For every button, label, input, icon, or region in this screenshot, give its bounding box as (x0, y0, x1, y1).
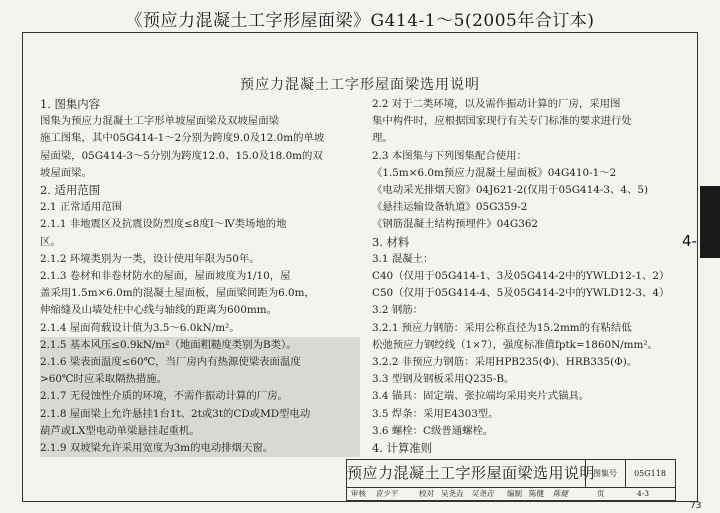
text-line: 《1.5m×6.0m预应力混凝土屋面板》04G410-1～2 (372, 166, 617, 179)
right-column (372, 96, 692, 457)
page-number: 73 (690, 501, 702, 511)
text-line: 2.3 本图集与下列图集配合使用： (372, 149, 527, 162)
text-line: 区。 (40, 235, 61, 248)
text-line: 2.1.6 梁表面温度≤60℃，当厂房内有热源使梁表面温度 (40, 354, 360, 371)
title-block-main: 预应力混凝土工字形屋面梁选用说明 (347, 460, 586, 487)
page-header: 《预应力混凝土工字形屋面梁》G414-1～5(2005年合订本) (125, 11, 595, 31)
text-line: 2.2 对于二类环境，以及需作振动计算的厂房，采用图 (372, 98, 621, 110)
text-line: 3.1 混凝土： (372, 252, 434, 265)
text-line: 2.1.9 双坡梁允许采用宽度为3m的电动排烟天窗。 (40, 440, 360, 457)
atlas-label: 图集号 (585, 460, 626, 487)
text-line: 图集为预应力混凝土工字形单坡屋面梁及双坡屋面梁 (40, 115, 279, 128)
text-line: 理。 (372, 132, 393, 145)
text-line: 《悬挂运输设备轨道》05G359-2 (372, 201, 528, 214)
text-line: 2.1.3 卷材和非卷材防水的屋面，屋面坡度为1/10，屋 (40, 270, 291, 283)
check-signature: 吴尧垚 (471, 489, 494, 498)
text-line: 3.2.1 预应力钢筋：采用公称直径为15.2mm的有粘结低 (372, 321, 632, 334)
text-line: 盖采用1.5m×6.0m的混凝土屋面板，屋面梁间距为6.0m， (40, 287, 315, 300)
text-line: 3.6 螺栓：C级普通螺栓。 (372, 424, 494, 437)
text-line: 2.1.1 非地震区及抗震设防烈度≤8度Ⅰ～Ⅳ类场地的地 (40, 218, 287, 231)
text-line: 松弛预应力钢绞线（1×7），强度标准值fptk=1860N/mm²。 (372, 338, 658, 351)
text-line: 2.1.2 环境类别为一类，设计使用年限为50年。 (40, 252, 260, 265)
text-line: 坡屋面梁。 (40, 166, 92, 179)
atlas-number: 05G118 (634, 469, 666, 478)
review-signature: 袁少平 (375, 489, 398, 498)
page-label: 页 (597, 489, 605, 498)
text-line: 2.1 正常适用范围 (40, 201, 123, 214)
page-code: 4-3 (637, 489, 650, 498)
text-line: 3.2 钢筋： (372, 304, 423, 317)
text-line: 2.1.8 屋面梁上允许悬挂1台1t、2t或3t的CD或MD型电动 (40, 406, 360, 423)
text-line: 葫芦或LX型电动单梁悬挂起重机。 (40, 423, 360, 440)
text-line: 3.3 型钢及钢板采用Q235-B。 (372, 373, 515, 386)
check-name: 吴尧垚 (441, 489, 464, 498)
text-line: 4. 计算准则 (372, 441, 433, 456)
text-line: 《电动采光排烟天窗》04J621-2(仅用于05G414-3、4、5) (372, 184, 649, 197)
text-line: 2. 适用范围 (40, 183, 101, 198)
title-block (346, 459, 676, 501)
document-title: 预应力混凝土工字形屋面梁选用说明 (240, 77, 480, 93)
text-line: >60℃时应采取隔热措施。 (40, 371, 360, 388)
review-label: 审核 (351, 489, 366, 498)
text-line: 1. 图集内容 (40, 97, 101, 111)
text-line: 伸缩缝及山墙处柱中心线与轴线的距离为600mm。 (40, 304, 277, 317)
text-line: 施工图集，其中05G414-1～2分别为跨度9.0及12.0m的单坡 (40, 132, 325, 145)
text-line: 集中构件时，应根据国家现行有关专门标准的要求进行处 (372, 115, 632, 128)
text-line: 3.5 焊条：采用E4303型。 (372, 407, 499, 420)
section-tab-label: 4- (682, 232, 697, 250)
text-line: 2.1.4 屋面荷载设计值为3.5～6.0kN/m²。 (40, 321, 240, 334)
text-line: 3. 材料 (372, 234, 410, 249)
design-signature: 陈健 (553, 489, 568, 498)
title-block-top-row (347, 460, 675, 488)
text-line: C40（仅用于05G414-1、3及05G414-2中的YWLD12-1、2） (372, 270, 670, 283)
design-label: 编制 (507, 489, 522, 498)
text-line: C50（仅用于05G414-4、5及05G414-2中的YWLD12-3、4） (372, 287, 670, 300)
text-line: 屋面梁，05G414-3～5分别为跨度12.0、15.0及18.0m的双 (40, 149, 323, 162)
design-name: 陈健 (529, 489, 544, 498)
title-block-sign-row (347, 487, 675, 501)
check-label: 校对 (419, 489, 434, 498)
text-line: 2.1.5 基本风压≤0.9kN/m²（地面粗糙度类别为B类）。 (40, 337, 360, 354)
section-tab-marker (700, 186, 720, 258)
text-line: 2.1.7 无侵蚀性介质的环境，不需作振动计算的厂房。 (40, 388, 360, 405)
text-line: 《钢筋混凝土结构预埋件》04G362 (372, 218, 539, 231)
left-column (40, 96, 360, 457)
text-line: 3.2.2 非预应力钢筋：采用HPB235(Φ)、HRB335(Φ)。 (372, 356, 638, 369)
text-line: 3.4 锚具：固定端、张拉端均采用夹片式锚具。 (372, 390, 590, 403)
